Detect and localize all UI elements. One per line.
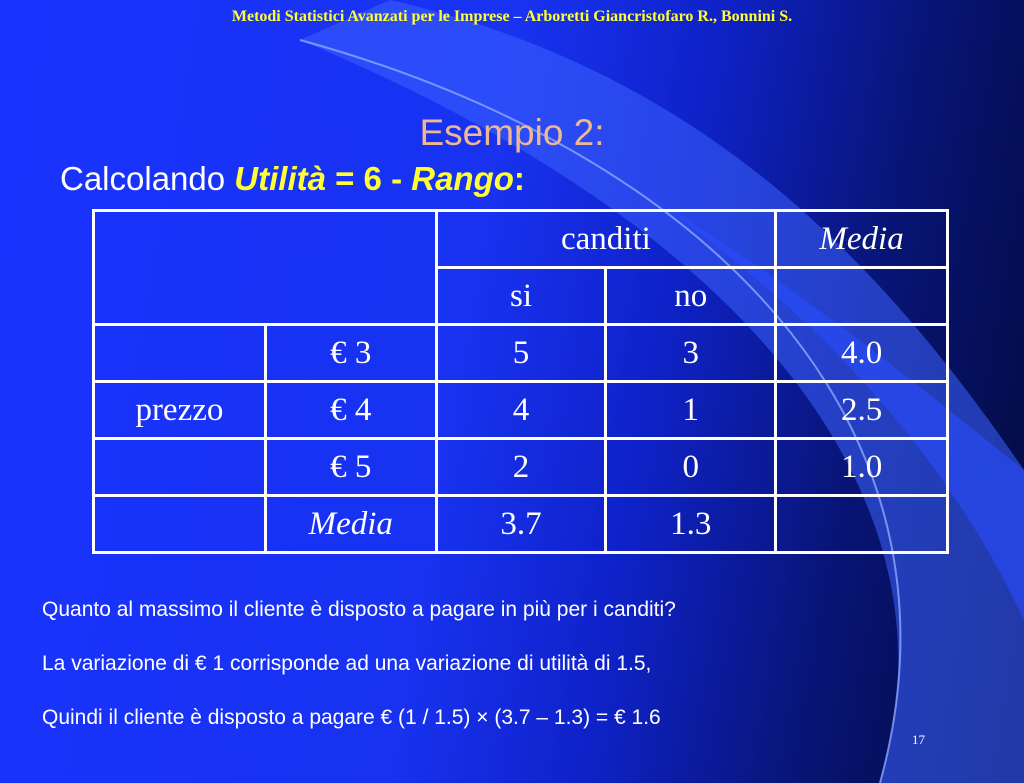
variation-text: La variazione di € 1 corrisponde ad una variazione di utilità di 1.5,	[42, 652, 652, 675]
price-cell: € 4	[265, 382, 436, 439]
slide-title: Esempio 2:	[419, 112, 605, 153]
utility-table	[92, 209, 949, 554]
media-cell: 2.5	[776, 382, 948, 439]
row-label-blank	[94, 496, 266, 553]
row-label-prezzo: prezzo	[94, 382, 266, 439]
question-text: Quanto al massimo il cliente è disposto a pagare in più per i canditi?	[42, 598, 676, 621]
header-si: si	[436, 268, 606, 325]
subtitle-lead: Calcolando	[60, 160, 235, 197]
subtitle-utilita: Utilità	[234, 160, 326, 197]
page-number: 17	[912, 732, 925, 747]
media-cell: 1.0	[776, 439, 948, 496]
subtitle-rango: Rango	[411, 160, 514, 197]
slide-subtitle	[60, 160, 525, 198]
table-footer-row	[94, 496, 948, 553]
row-label-blank	[94, 439, 266, 496]
table-row	[94, 382, 948, 439]
no-cell: 1	[606, 382, 776, 439]
table-row	[94, 439, 948, 496]
media-cell: 4.0	[776, 325, 948, 382]
price-cell: € 5	[265, 439, 436, 496]
si-cell: 5	[436, 325, 606, 382]
subtitle-formula: = 6 -	[325, 160, 412, 197]
table-row	[94, 325, 948, 382]
conclusion-text: Quindi il cliente è disposto a pagare € (1 / 1.5) × (3.7 – 1.3) = € 1.6	[42, 706, 661, 729]
header-no: no	[606, 268, 776, 325]
footer-no: 1.3	[606, 496, 776, 553]
table-header-row	[94, 211, 948, 268]
price-cell: € 3	[265, 325, 436, 382]
no-cell: 0	[606, 439, 776, 496]
header-canditi: canditi	[436, 211, 776, 268]
no-cell: 3	[606, 325, 776, 382]
footer-si: 3.7	[436, 496, 606, 553]
si-cell: 2	[436, 439, 606, 496]
slide-header: Metodi Statistici Avanzati per le Imprese – Arboretti Giancristofaro R., Bonnini S.	[231, 8, 793, 25]
table-corner-cell	[94, 211, 437, 325]
header-blank	[776, 268, 948, 325]
si-cell: 4	[436, 382, 606, 439]
footer-media-label: Media	[265, 496, 436, 553]
subtitle-colon: :	[513, 160, 525, 197]
footer-blank	[776, 496, 948, 553]
row-label-blank	[94, 325, 266, 382]
header-media: Media	[776, 211, 948, 268]
